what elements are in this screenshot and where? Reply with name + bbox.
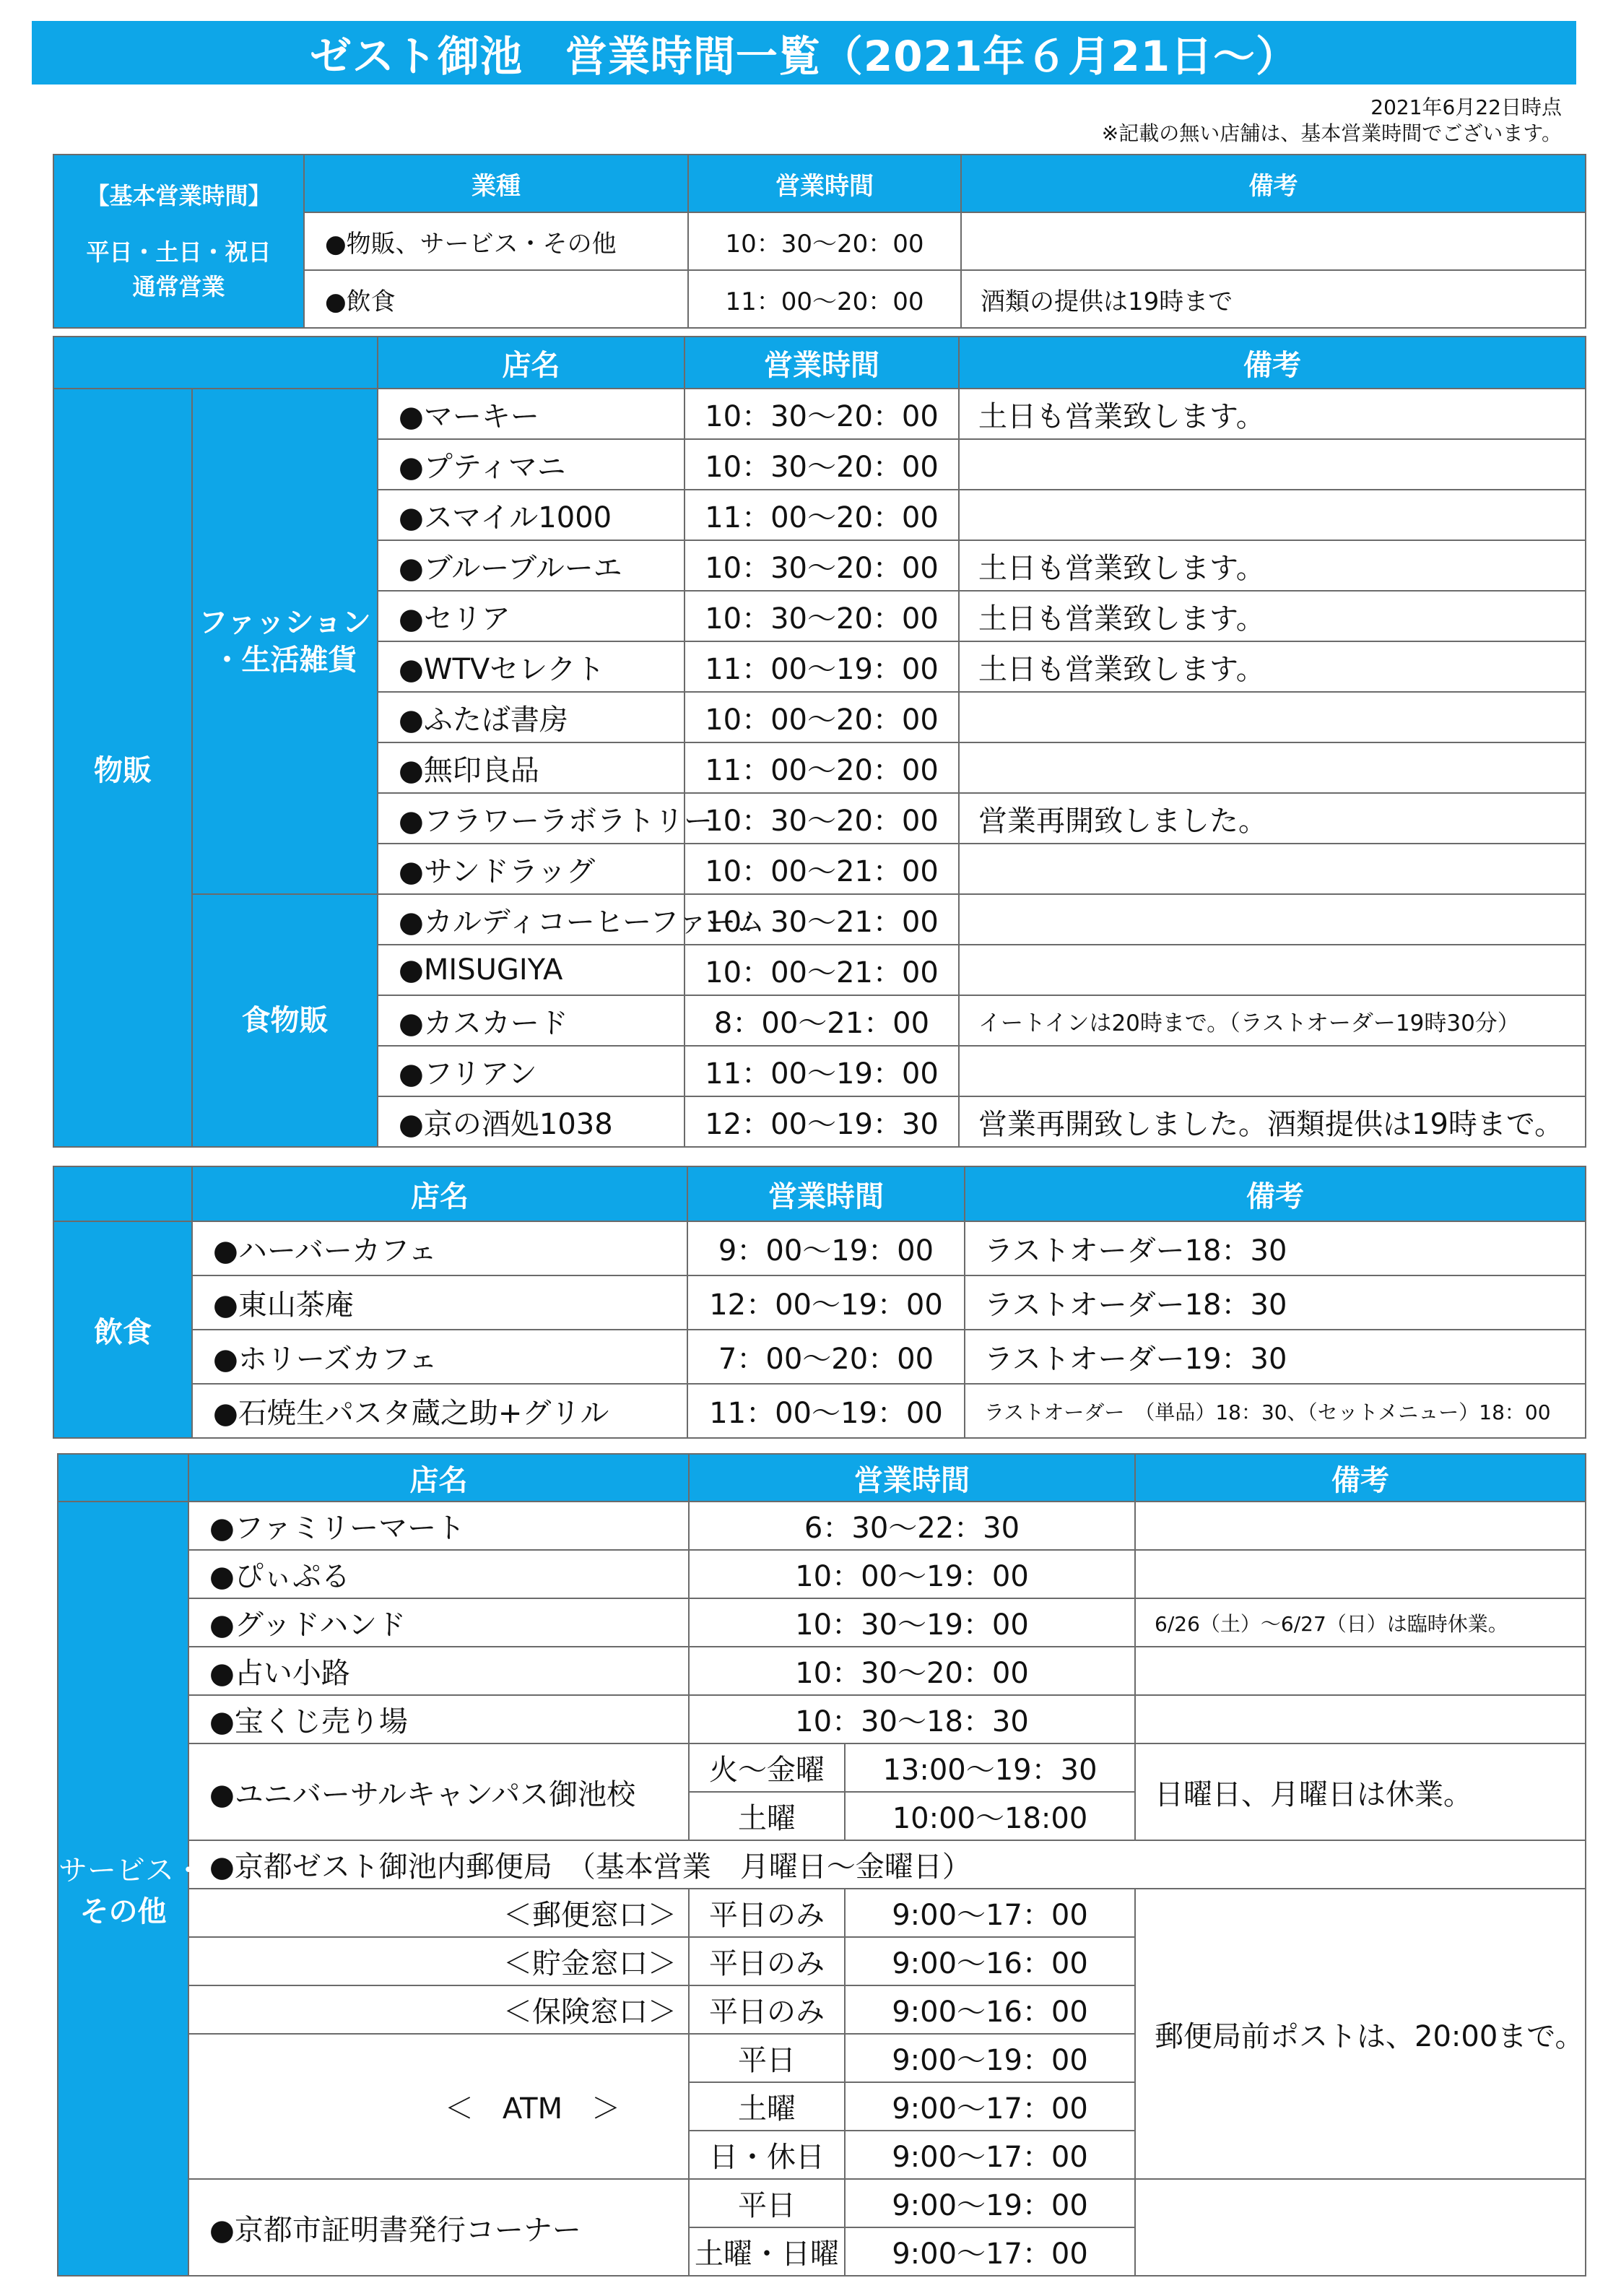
hours: 10：00～19：00 bbox=[689, 1550, 1135, 1598]
header-store: 店名 bbox=[378, 337, 685, 389]
hours: 11：00～20：00 bbox=[685, 742, 959, 793]
store-name: ●無印良品 bbox=[378, 742, 685, 793]
hours: 9:00～17：00 bbox=[845, 2082, 1135, 2131]
hours: 9:00～17：00 bbox=[845, 1889, 1135, 1937]
page-title: ゼスト御池 営業時間一覧（2021年６月21日～） bbox=[32, 21, 1576, 85]
header-hours: 営業時間 bbox=[688, 155, 961, 212]
day: 土曜 bbox=[689, 2082, 845, 2131]
hours: 10：00～21：00 bbox=[685, 844, 959, 894]
food-table bbox=[53, 1166, 1586, 1439]
header-store: 店名 bbox=[188, 1454, 689, 1502]
store-name: ●ふたば書房 bbox=[378, 692, 685, 742]
store-name: ●ブルーブルーエ bbox=[378, 540, 685, 591]
service-table bbox=[57, 1453, 1586, 2276]
table-row bbox=[58, 1598, 1586, 1647]
header-blank bbox=[53, 337, 378, 389]
note bbox=[1135, 1695, 1586, 1743]
note bbox=[959, 1046, 1586, 1096]
header-hours: 営業時間 bbox=[685, 337, 959, 389]
store-name: ●ファミリーマート bbox=[188, 1502, 689, 1550]
note: ラストオーダー18：30 bbox=[965, 1221, 1586, 1275]
note bbox=[959, 692, 1586, 742]
hours: 8：00～21：00 bbox=[685, 995, 959, 1046]
note: 土日も営業致します。 bbox=[959, 591, 1586, 641]
hours: 10：30～20：00 bbox=[685, 591, 959, 641]
header-hours: 営業時間 bbox=[689, 1454, 1135, 1502]
note: 土日も営業致します。 bbox=[959, 389, 1586, 439]
atm-label: ＜ ATM ＞ bbox=[188, 2034, 689, 2179]
table-row bbox=[53, 389, 1586, 439]
hours: 13:00～19：30 bbox=[845, 1743, 1135, 1792]
day: 平日 bbox=[689, 2179, 845, 2227]
table-row bbox=[53, 1221, 1586, 1275]
category-label: 飲食 bbox=[53, 1221, 192, 1438]
store-name: ●ハーバーカフェ bbox=[192, 1221, 687, 1275]
category-line: その他 bbox=[79, 1895, 167, 1928]
hours: 9:00～19：00 bbox=[845, 2034, 1135, 2082]
window-label: ＜貯金窓口＞ bbox=[188, 1937, 689, 1985]
store-name: ●カルディコーヒーファーム bbox=[378, 894, 685, 945]
day: 平日のみ bbox=[689, 1937, 845, 1985]
note: 6/26（土）～6/27（日）は臨時休業。 bbox=[1135, 1598, 1586, 1647]
hours: 9:00～19：00 bbox=[845, 2179, 1135, 2227]
basic-label bbox=[53, 155, 304, 328]
table-row bbox=[58, 1502, 1586, 1550]
store-name: ●フラワーラボラトリー bbox=[378, 793, 685, 844]
store-name: ●カスカード bbox=[378, 995, 685, 1046]
note: 営業再開致しました。酒類提供は19時まで。 bbox=[959, 1096, 1586, 1147]
store-name: ●グッドハンド bbox=[188, 1598, 689, 1647]
table-row bbox=[58, 2179, 1586, 2227]
window-label: ＜保険窓口＞ bbox=[188, 1985, 689, 2034]
category-label: 物販 bbox=[53, 389, 192, 1147]
store-name: ●石焼生パスタ蔵之助+グリル bbox=[192, 1384, 687, 1438]
hours: 10：30～20：00 bbox=[685, 793, 959, 844]
note bbox=[959, 844, 1586, 894]
store-name: ●東山茶庵 bbox=[192, 1275, 687, 1330]
note: ラストオーダー19：30 bbox=[965, 1330, 1586, 1384]
note: 土日も営業致します。 bbox=[959, 641, 1586, 692]
table-row bbox=[58, 1889, 1586, 1937]
hours: 9:00～16：00 bbox=[845, 1985, 1135, 2034]
store-name: ●ぴぃぷる bbox=[188, 1550, 689, 1598]
hours: 7：00～20：00 bbox=[687, 1330, 965, 1384]
hours: 6：30～22：30 bbox=[689, 1502, 1135, 1550]
note: 日曜日、月曜日は休業。 bbox=[1135, 1743, 1586, 1840]
note bbox=[1135, 2179, 1586, 2276]
header-note: 備考 bbox=[959, 337, 1586, 389]
header-blank bbox=[58, 1454, 188, 1502]
table-row bbox=[58, 1550, 1586, 1598]
hours: 10：30～20：00 bbox=[685, 540, 959, 591]
hours: 9:00～17：00 bbox=[845, 2227, 1135, 2276]
hours: 10：30～20：00 bbox=[685, 389, 959, 439]
hours: 10:00～18:00 bbox=[845, 1792, 1135, 1840]
retail-table bbox=[53, 336, 1586, 1148]
table-row bbox=[53, 894, 1586, 945]
category-line: サービス・ bbox=[58, 1854, 203, 1887]
note bbox=[1135, 1647, 1586, 1695]
hours: 11：00～20：00 bbox=[688, 270, 961, 328]
hours: 12：00～19：30 bbox=[685, 1096, 959, 1147]
hours: 10：30～20：00 bbox=[685, 439, 959, 490]
table-row bbox=[58, 1840, 1586, 1889]
basic-hours-table bbox=[53, 154, 1586, 329]
as-of-note bbox=[1102, 95, 1562, 147]
table-row bbox=[53, 1330, 1586, 1384]
hours: 9:00～17：00 bbox=[845, 2131, 1135, 2179]
hours: 10：30～20：00 bbox=[689, 1647, 1135, 1695]
subcategory-line: ・生活雑貨 bbox=[212, 644, 357, 677]
note: 土日も営業致します。 bbox=[959, 540, 1586, 591]
as-of-date: 2021年6月22日時点 bbox=[1370, 95, 1562, 119]
category-label bbox=[58, 1502, 203, 2276]
note: ラストオーダー （単品）18：30、（セットメニュー）18：00 bbox=[965, 1384, 1586, 1438]
store-name: ●フリアン bbox=[378, 1046, 685, 1096]
hours: 11：00～19：00 bbox=[687, 1384, 965, 1438]
subcategory-line: ファッション bbox=[199, 606, 371, 639]
store-name: ●WTVセレクト bbox=[378, 641, 685, 692]
day: 土曜・日曜 bbox=[689, 2227, 845, 2276]
table-row bbox=[58, 1647, 1586, 1695]
store-name: ●京都市証明書発行コーナー bbox=[188, 2179, 689, 2276]
store-name: ●サンドラッグ bbox=[378, 844, 685, 894]
note bbox=[959, 742, 1586, 793]
note bbox=[959, 490, 1586, 540]
store-name: ●京都ゼスト御池内郵便局 （基本営業 月曜日～金曜日） bbox=[188, 1840, 1586, 1889]
store-name: ●ユニバーサルキャンパス御池校 bbox=[188, 1743, 689, 1840]
note: ラストオーダー18：30 bbox=[965, 1275, 1586, 1330]
note: 営業再開致しました。 bbox=[959, 793, 1586, 844]
header-blank bbox=[53, 1166, 192, 1221]
note bbox=[959, 945, 1586, 995]
hours: 12：00～19：00 bbox=[687, 1275, 965, 1330]
store-name: ●ホリーズカフェ bbox=[192, 1330, 687, 1384]
store-name: ●宝くじ売り場 bbox=[188, 1695, 689, 1743]
day: 平日 bbox=[689, 2034, 845, 2082]
basic-label-line2: 平日・土日・祝日 bbox=[86, 238, 271, 266]
header-hours: 営業時間 bbox=[687, 1166, 965, 1221]
hours: 10：30～21：00 bbox=[685, 894, 959, 945]
table-row bbox=[53, 1384, 1586, 1438]
day: 火～金曜 bbox=[689, 1743, 845, 1792]
store-name: ●京の酒処1038 bbox=[378, 1096, 685, 1147]
store-name: ●セリア bbox=[378, 591, 685, 641]
hours: 11：00～19：00 bbox=[685, 641, 959, 692]
note: イートインは20時まで。（ラストオーダー19時30分） bbox=[959, 995, 1586, 1046]
note bbox=[1135, 1502, 1586, 1550]
header-store: 店名 bbox=[192, 1166, 687, 1221]
hours: 11：00～19：00 bbox=[685, 1046, 959, 1096]
table-row bbox=[53, 1275, 1586, 1330]
store-name: ●MISUGIYA bbox=[378, 945, 685, 995]
unlisted-note: ※記載の無い店舗は、基本営業時間でございます。 bbox=[1101, 121, 1562, 145]
table-row bbox=[58, 1743, 1586, 1792]
note bbox=[959, 439, 1586, 490]
hours: 10：00～21：00 bbox=[685, 945, 959, 995]
hours: 11：00～20：00 bbox=[685, 490, 959, 540]
hours: 9：00～19：00 bbox=[687, 1221, 965, 1275]
header-note: 備考 bbox=[965, 1166, 1586, 1221]
header-category: 業種 bbox=[304, 155, 688, 212]
window-label: ＜郵便窓口＞ bbox=[188, 1889, 689, 1937]
table-row bbox=[58, 1695, 1586, 1743]
note: 郵便局前ポストは、20:00まで。 bbox=[1135, 1889, 1586, 2179]
category-name: ●物販、サービス・その他 bbox=[304, 212, 688, 270]
store-name: ●スマイル1000 bbox=[378, 490, 685, 540]
store-name: ●占い小路 bbox=[188, 1647, 689, 1695]
basic-label-line3: 通常営業 bbox=[132, 273, 225, 300]
store-name: ●プティマニ bbox=[378, 439, 685, 490]
day: 平日のみ bbox=[689, 1889, 845, 1937]
header-note: 備考 bbox=[1135, 1454, 1586, 1502]
hours: 10：00～20：00 bbox=[685, 692, 959, 742]
day: 日・休日 bbox=[689, 2131, 845, 2179]
subcategory-label bbox=[192, 389, 378, 894]
hours: 10：30～19：00 bbox=[689, 1598, 1135, 1647]
subcategory-label: 食物販 bbox=[192, 894, 378, 1147]
note bbox=[959, 894, 1586, 945]
hours: 10：30～18：30 bbox=[689, 1695, 1135, 1743]
header-note: 備考 bbox=[961, 155, 1586, 212]
note bbox=[1135, 1550, 1586, 1598]
day: 平日のみ bbox=[689, 1985, 845, 2034]
note bbox=[961, 212, 1586, 270]
hours: 9:00～16：00 bbox=[845, 1937, 1135, 1985]
note: 酒類の提供は19時まで bbox=[961, 270, 1586, 328]
hours: 10：30～20：00 bbox=[688, 212, 961, 270]
day: 土曜 bbox=[689, 1792, 845, 1840]
store-name: ●マーキー bbox=[378, 389, 685, 439]
basic-label-line1: 【基本営業時間】 bbox=[86, 182, 271, 209]
category-name: ●飲食 bbox=[304, 270, 688, 328]
